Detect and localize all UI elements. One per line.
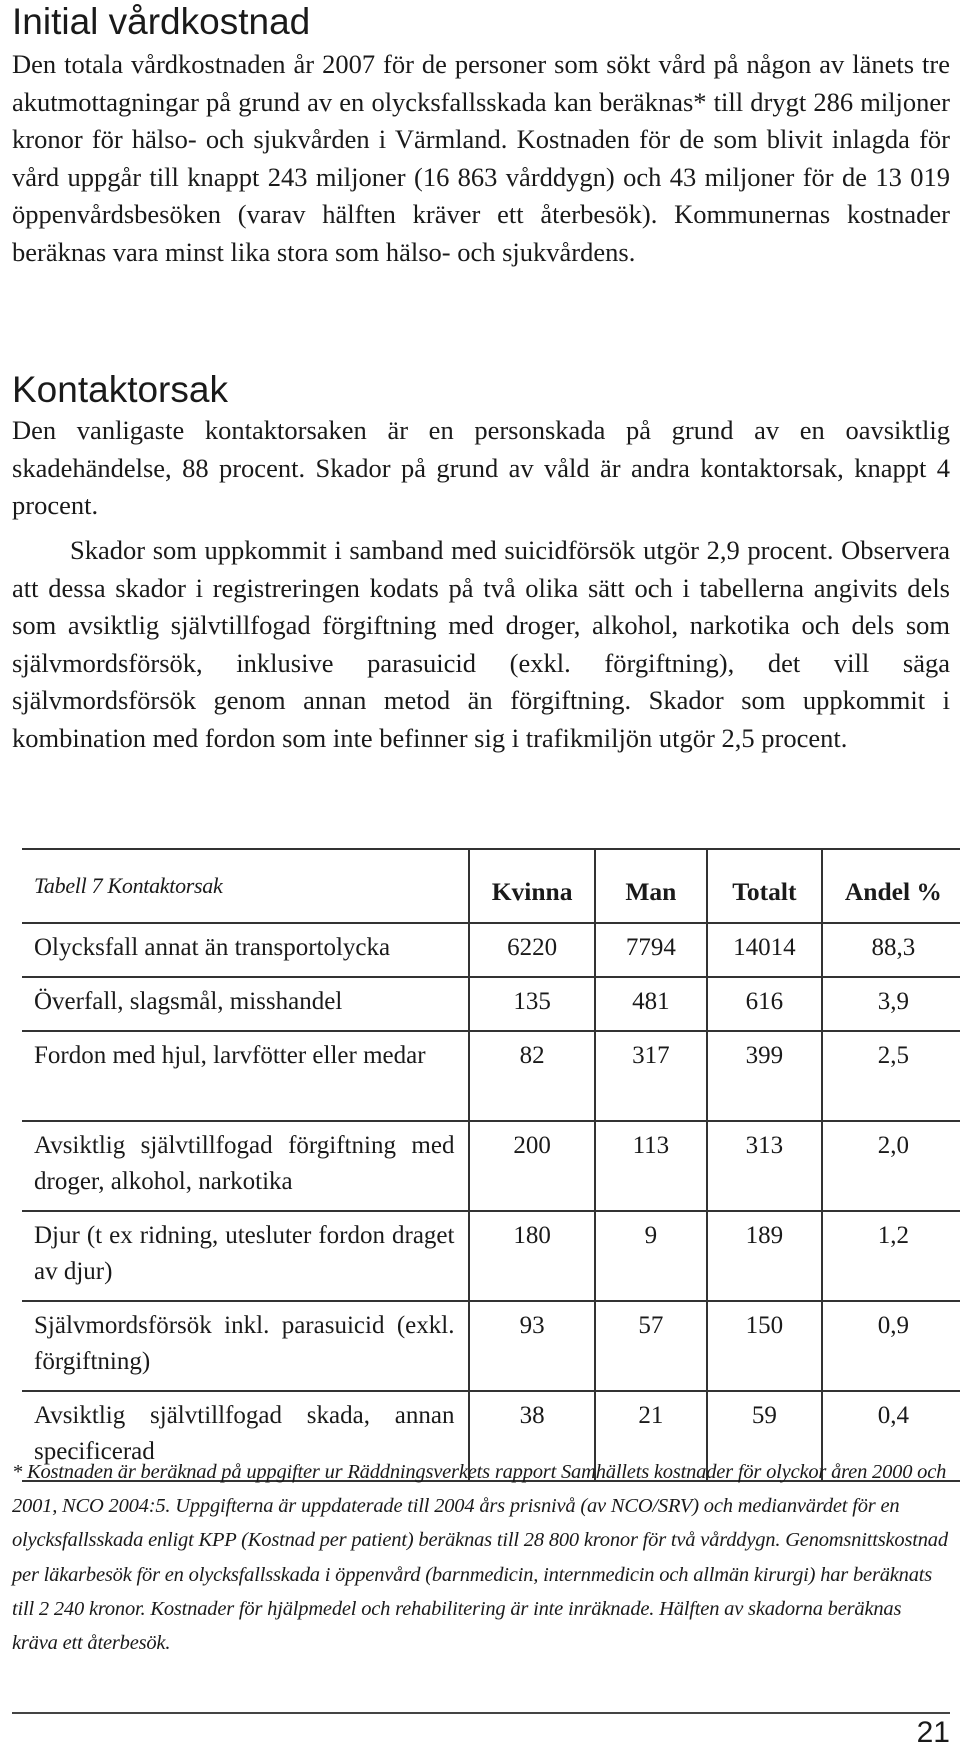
cell-andel: 1,2 xyxy=(822,1211,960,1301)
kontaktorsak-table xyxy=(22,848,960,1482)
kontaktorsak-table-container xyxy=(22,848,960,1482)
cell-andel: 2,0 xyxy=(822,1121,960,1211)
cell-man: 57 xyxy=(595,1301,707,1391)
table-row xyxy=(22,977,960,1031)
page-number: 21 xyxy=(916,1716,950,1749)
row-label: Fordon med hjul, larvfötter eller medar xyxy=(22,1031,469,1121)
paragraph-kontaktorsak-1: Den vanligaste kontaktorsaken är en personskada på grund av en oavsiktlig skadehändelse, 88 procent. Skador på grund av våld är andra kontaktorsak, knappt 4 procent. xyxy=(12,415,950,520)
cell-andel: 3,9 xyxy=(822,977,960,1031)
cell-kvinna: 38 xyxy=(469,1391,594,1481)
cell-totalt: 150 xyxy=(707,1301,822,1391)
cell-man: 9 xyxy=(595,1211,707,1301)
section-heading-initial-vardkostnad: Initial vårdkostnad xyxy=(12,1,311,42)
column-header-man: Man xyxy=(595,849,707,923)
cell-andel: 2,5 xyxy=(822,1031,960,1121)
cell-kvinna: 6220 xyxy=(469,923,594,977)
row-label: Självmordsförsök inkl. parasuicid (exkl. förgiftning) xyxy=(22,1301,469,1391)
table-caption: Tabell 7 Kontaktorsak xyxy=(22,849,469,923)
cell-totalt: 14014 xyxy=(707,923,822,977)
cell-totalt: 313 xyxy=(707,1121,822,1211)
table-row xyxy=(22,1121,960,1211)
cell-man: 7794 xyxy=(595,923,707,977)
cell-totalt: 189 xyxy=(707,1211,822,1301)
cell-andel: 0,9 xyxy=(822,1301,960,1391)
cell-kvinna: 135 xyxy=(469,977,594,1031)
row-label: Djur (t ex ridning, utesluter fordon draget av djur) xyxy=(22,1211,469,1301)
paragraph-vardkostnad: Den totala vårdkostnaden år 2007 för de personer som sökt vård på någon av länets tre akutmottagningar på grund av en olycksfallsskada kan beräknas* till drygt 286 miljoner kronor för hälso- och sjukvården i Värmland. Kostnaden för de som blivit inlagda för vård uppgår till knappt 243 miljoner (16 863 vårddygn) och 43 miljoner för de 13 019 öppenvårdsbesöken (varav hälften kräver ett återbesök). Kommunernas kostnader beräknas vara minst lika stora som hälso- och sjukvårdens. xyxy=(12,49,950,267)
footnote: * Kostnaden är beräknad på uppgifter ur Räddningsverkets rapport Samhällets kostnader för olyckor åren 2000 och 2001, NCO 2004:5. Uppgifterna är uppdaterade till 2004 års prisnivå (av NCO/SRV) och medianvärdet för en olycksfallsskada enligt KPP (Kostnad per patient) beräknas till 28 800 kronor för två vårddygn. Genomsnittskostnad per läkarbesök för en olycksfallsskada i öppenvård (barnmedicin, internmedicin och allmän kirurgi) har beräknats till 2 240 kronor. Kostnader för hjälpmedel och rehabilitering är inte inräknade. Hälften av skadorna beräknas kräva ett återbesök. xyxy=(12,1461,948,1655)
section-heading-kontaktorsak: Kontaktorsak xyxy=(12,369,228,410)
cell-totalt: 616 xyxy=(707,977,822,1031)
table-header-row xyxy=(22,849,960,923)
cell-andel: 88,3 xyxy=(822,923,960,977)
cell-kvinna: 93 xyxy=(469,1301,594,1391)
paragraph-kontaktorsak-2: Skador som uppkommit i samband med suicidförsök utgör 2,9 procent. Observera att dessa skador i registreringen kodats på två olika sätt och i tabellerna angivits dels som avsiktlig självtillfogad förgiftning med droger, alkohol, narkotika och dels som självmordsförsök, inklusive parasuicid (exkl. förgiftning), det vill säga självmordsförsök genom annan metod än förgiftning. Skador som uppkommit i kombination med fordon som inte befinner sig i trafikmiljön utgör 2,5 procent. xyxy=(12,535,950,753)
cell-man: 481 xyxy=(595,977,707,1031)
footer-divider xyxy=(12,1712,950,1714)
cell-kvinna: 82 xyxy=(469,1031,594,1121)
cell-totalt: 59 xyxy=(707,1391,822,1481)
column-header-kvinna: Kvinna xyxy=(469,849,594,923)
cell-man: 113 xyxy=(595,1121,707,1211)
row-label: Överfall, slagsmål, misshandel xyxy=(22,977,469,1031)
cell-totalt: 399 xyxy=(707,1031,822,1121)
table-row xyxy=(22,923,960,977)
cell-kvinna: 200 xyxy=(469,1121,594,1211)
row-label: Olycksfall annat än transportolycka xyxy=(22,923,469,977)
row-label: Avsiktlig självtillfogad skada, annan specificerad xyxy=(22,1391,469,1481)
table-row xyxy=(22,1031,960,1121)
cell-andel: 0,4 xyxy=(822,1391,960,1481)
cell-kvinna: 180 xyxy=(469,1211,594,1301)
row-label: Avsiktlig självtillfogad förgiftning med droger, alkohol, narkotika xyxy=(22,1121,469,1211)
cell-man: 21 xyxy=(595,1391,707,1481)
table-row xyxy=(22,1211,960,1301)
column-header-totalt: Totalt xyxy=(707,849,822,923)
table-row xyxy=(22,1301,960,1391)
cell-man: 317 xyxy=(595,1031,707,1121)
column-header-andel: Andel % xyxy=(822,849,960,923)
